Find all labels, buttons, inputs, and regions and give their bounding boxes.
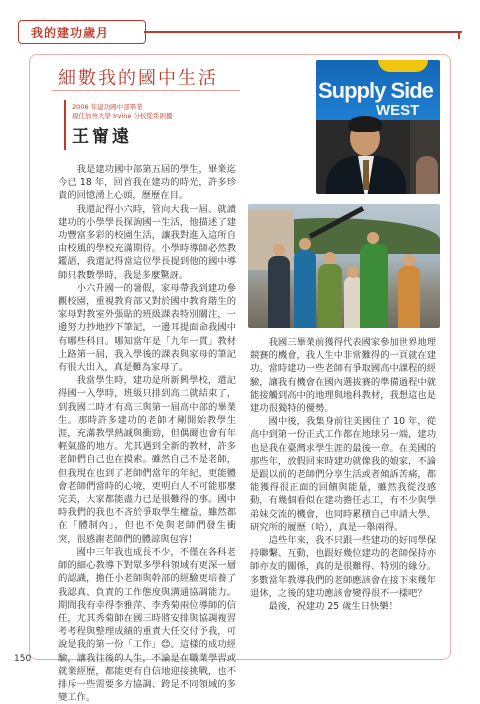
article-title: 細數我的國中生活: [58, 68, 218, 89]
photo-person: [360, 244, 388, 328]
page-number: 150: [14, 654, 32, 664]
photo-face: [324, 252, 336, 264]
header-rule: [144, 31, 462, 33]
author-affiliation: 現任加州大學 Irvine 分校從系困擾: [72, 112, 173, 120]
photo-sign-logo-shape: [378, 60, 428, 72]
photo-person-tie: [363, 160, 369, 190]
paragraph: 我國三畢業前獲得代表國家參加世界地理競賽的機會，我人生中非常難得的一頁就在建功。當時建功一些老師有爭取國高中課程的經驗，讓我有機會在國內選拔賽的準備過程中就能接觸到高中的地理與地科教材，我想這也是建功很獨特的優勢。: [250, 337, 436, 415]
paragraph: 我當學生時，建功是所新興學校，還記得國一入學時，班級只排到高二就結束了，到我國二時才有高三與第一屆高中部的畢業生。那時許多建功的老師才剛開始教學生涯，充滿教學熱誠與衝勁，但偶爾也會有年輕氣盛的地方。尤其遇到全新的教材，許多老師們自己也在摸索。雖然自己不是老師，但我現在也到了老師們當年的年紀，更能體會老師們當時的心境，更明白人不可能那麼完美，大家都能盡力已是很難得的事。國中時我們的我也不吝於爭取學生權益，雖然都在「體制內」，但也不免與老師們發生衝突，很感謝老師們的體諒與包容！: [58, 375, 236, 545]
photo-face: [299, 238, 311, 250]
closing-line: 最後，祝建功 25 歲生日快樂！: [268, 601, 398, 613]
author-name: 王甯遠: [72, 127, 132, 147]
photo-person-hair: [348, 116, 382, 132]
photo-sign-text: Supply Side: [318, 78, 433, 103]
paragraph: 我還記得小六時，管向大我一屆、就讀建功的小學學長探詢國一生活，他描述了建功豐富多彩的校園生活，讓我對進入這所自由校風的學校充滿期待。小學時導師必然教鑑語，我還記得當這位學長提到他的國中導師只教數學時，我是多麼驚訝。: [58, 203, 236, 281]
photo-background-person: [416, 156, 438, 194]
article-body-left: [58, 163, 236, 704]
group-photo: [248, 204, 440, 328]
paragraph: 這些年來，我不只跟一些建功的好同學保持聯繫、互動，也跟好幾位建功的老師保持亦師亦友的關係，真的是很難得、特別的緣分。多數當年教導我們的老師應該會在接下來幾年退休，之後的建功應該會變得很不一樣吧？: [250, 535, 436, 599]
section-tab: [18, 20, 146, 44]
paragraph: 國中三年我也成長不少，不僅在各科老師的細心教導下對眾多學科領域有更深一層的認識，擔任小老師與幹部的經驗更培養了我認真、負責的工作態度與溝通協調能力。期間我有幸得李雅萍、李秀菊兩位導師的信任，尤其秀菊師在國三時將安排與協調複習考考程與整理成績的重責大任交付予我，可說是我的第一份「工作」😊。這樣的成功經驗，讓我往後的人生，不論是在職業學習或就業經歷，都能更有自信地迎接挑戰，也不排斥一些需要多方協調、跨足不同領域的多變工作。: [58, 546, 236, 704]
author-graduation: 2006 年建功國中部畢業: [72, 103, 143, 111]
photo-face: [367, 232, 379, 244]
section-title: 我的建功歲月: [31, 26, 110, 40]
paragraph: 國中後，我集身前往美國住了 10 年，從高中到第一份正式工作都在地球另一端，建功也是我在臺灣求學生涯的最後一章。在美國的那些年，放假回來時建功就像我的娘家，不論是跟以前的老師們分享生活或者傾訴苦痛，都能獲得很正面的回饋與能量，雖然我從沒感動，有幾個看似在建功擔任志工，有不少與學弟妹交流的機會，也同時累積自己申請大學、研究所的履歷（哈），真是一舉兩得。: [250, 416, 436, 533]
header-rule-tail: [458, 31, 460, 39]
article-body-right: [250, 336, 436, 613]
photo-face: [273, 244, 285, 256]
paragraph: 我是建功國中部第五屆的學生，畢業迄今已 18 年，回首我在建功的時光，許多珍貴的回憶湧上心頭，歷歷在目。: [58, 164, 236, 202]
title-underline: [52, 90, 240, 91]
photo-face: [347, 266, 359, 278]
photo-person: [398, 266, 420, 328]
photo-face: [403, 254, 415, 266]
author-meta: [64, 100, 216, 150]
paragraph: 小六升國一的暑假，家母帶我到建功參觀校園，重視教育部又對於國中教育階生的家母對教室外張貼的班級課表特別關注，一邊努力抄地抄下筆記，一邊耳提面命我國中有哪些科目。哪知當年是「九年一貫」教材上路第一屆，我入學後的課表與家母的筆記有很大出入，真是難為家母了。: [58, 282, 236, 374]
photo-person: [318, 264, 342, 328]
photo-person: [268, 256, 290, 328]
photo-sign-text-2: WEST: [376, 102, 420, 119]
portrait-photo: [316, 60, 440, 194]
photo-person: [294, 250, 316, 328]
